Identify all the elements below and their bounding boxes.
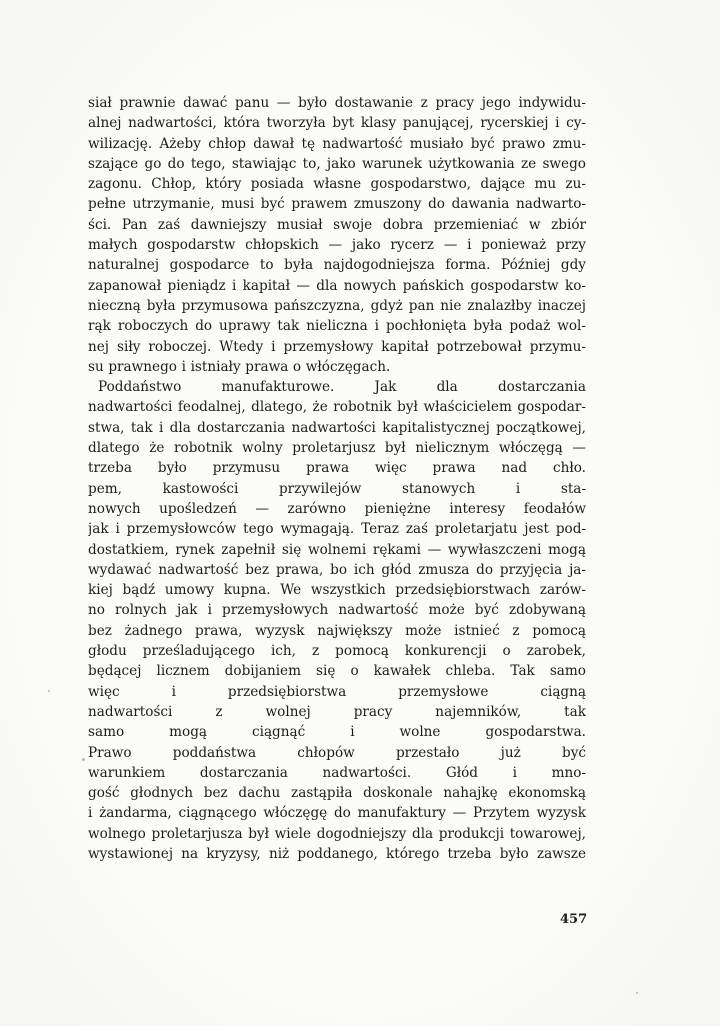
text-line: su prawnego i istniały prawa o włóczęgach. (88, 358, 391, 375)
paper-speck (48, 690, 50, 692)
text-line: dlatego że robotnik wolny proletarjusz był nielicznym włóczęgą — (88, 440, 586, 457)
text-line: wolnego proletarjusza był wiele dogodniejszy dla produkcji towarowej, (88, 825, 586, 842)
text-line: będącej licznem dobijaniem się o kawałek chleba. Tak samo (88, 663, 586, 680)
text-line: wystawionej na kryzysy, niż poddanego, którego trzeba było zawsze (88, 845, 586, 862)
text-line: pem, kastowości przywilejów stanowych i sta- (88, 480, 586, 497)
text-line: Prawo poddaństwa chłopów przestało już być (88, 744, 586, 761)
text-line: zagonu. Chłop, który posiada własne gospodarstwo, dające mu zu- (88, 176, 586, 193)
text-line: dostatkiem, rynek zapełnił się wolnemi rękami — wywłaszczeni mogą (88, 541, 586, 558)
text-line: małych gospodarstw chłopskich — jako rycerz — i ponieważ przy (88, 237, 586, 254)
text-line: warunkiem dostarczania nadwartości. Głód i mno- (88, 764, 586, 781)
text-line: zapanował pieniądz i kapitał — dla nowych pańskich gospodarstw ko- (88, 277, 586, 294)
text-line: więc i przedsiębiorstwa przemysłowe ciągną (88, 683, 586, 700)
text-line: i żandarma, ciągnącego włóczęgę do manufaktury — Przytem wyzysk (88, 805, 586, 822)
paper-speck (636, 992, 638, 994)
text-line: nadwartości z wolnej pracy najemników, tak (88, 703, 586, 720)
text-line: wydawać nadwartość bez prawa, bo ich głód zmusza do przyjęcia ja- (88, 561, 586, 578)
text-line: ści. Pan zaś dawniejszy musiał swoje dobra przemieniać w zbiór (88, 216, 586, 233)
text-line: głodu prześladującego ich, z pomocą konkurencji o zarobek, (88, 643, 586, 660)
text-line: Poddaństwo manufakturowe. Jak dla dostarczania (98, 379, 586, 396)
text-line: nadwartości feodalnej, dlatego, że robotnik był właścicielem gospodar- (88, 399, 586, 416)
text-line: jak i przemysłowców tego wymagają. Teraz zaś proletarjatu jest pod- (88, 521, 586, 538)
text-line: stwa, tak i dla dostarczania nadwartości kapitalistycznej początkowej, (88, 419, 586, 436)
text-line: nowych upośledzeń — zarówno pieniężne interesy feodałów (88, 500, 586, 517)
text-line: rąk roboczych do uprawy tak nieliczna i pochłonięta była podaż wol- (88, 318, 586, 335)
text-line: alnej nadwartości, która tworzyła byt klasy panującej, rycerskiej i cy- (88, 115, 586, 132)
text-line: nieczną była przymusowa pańszczyzna, gdyż pan nie znalazłby inaczej (88, 297, 586, 314)
text-line: bez żadnego prawa, wyzysk największy może istnieć z pomocą (88, 622, 586, 639)
text-line: samo mogą ciągnąć i wolne gospodarstwa. (88, 724, 586, 741)
text-line: kiej bądź umowy kupna. We wszystkich przedsiębiorstwach zarów- (88, 582, 586, 599)
text-line: wilizację. Ażeby chłop dawał tę nadwartość musiało być prawo zmu- (88, 135, 586, 152)
text-line: trzeba było przymusu prawa więc prawa nad chło. (88, 460, 586, 477)
paper-speck (82, 758, 85, 761)
page-number: 457 (560, 912, 588, 927)
text-line: nej siły roboczej. Wtedy i przemysłowy kapitał potrzebował przymu- (88, 338, 586, 355)
text-line: no rolnych jak i przemysłowych nadwartość może być zdobywaną (88, 602, 586, 619)
text-line: naturalnej gospodarce to była najdogodniejsza forma. Później gdy (88, 257, 586, 274)
body-text (88, 93, 586, 864)
text-line: szające go do tego, stawiając to, jako warunek użytkowania ze swego (88, 155, 586, 172)
text-line: gość głodnych bez dachu zastąpiła doskonale nahajkę ekonomską (88, 785, 586, 802)
text-line: siał prawnie dawać panu — było dostawanie z pracy jego indywidu- (88, 95, 586, 111)
text-line: pełne utrzymanie, musi być prawem zmuszony do dawania nadwarto- (88, 196, 586, 213)
